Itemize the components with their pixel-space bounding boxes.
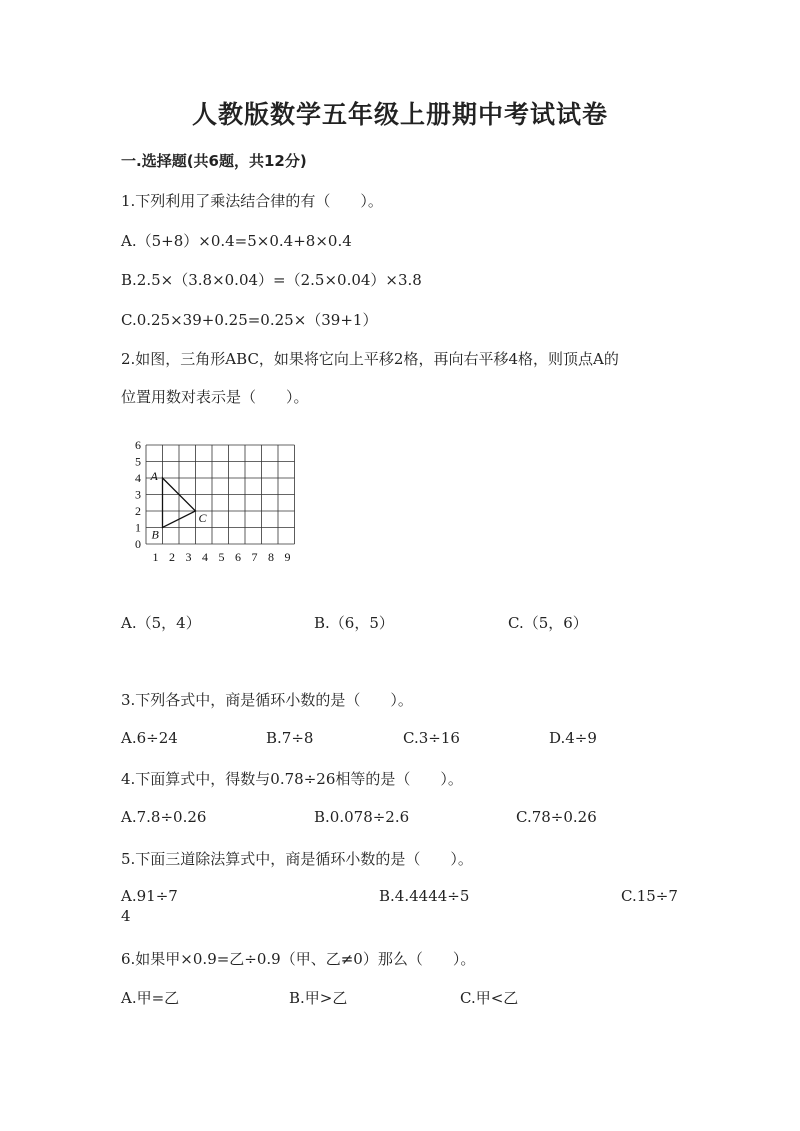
question-5-option-c: C.15÷7 [621,887,678,905]
x-tick-label: 1 [152,550,159,564]
question-6-stem: 6.如果甲×0.9=乙÷0.9（甲、乙≠0）那么（ ）。 [121,950,476,968]
question-2-option-b: B.（6，5） [314,614,394,632]
coordinate-grid [126,440,302,568]
question-4-option-a: A.7.8÷0.26 [121,808,207,826]
x-tick-label: 5 [218,550,225,564]
y-tick-label: 6 [135,440,141,452]
x-tick-label: 4 [202,550,208,564]
x-tick-label: 6 [235,550,241,564]
x-tick-label: 7 [251,550,258,564]
question-6-option-c: C.甲<乙 [460,989,519,1007]
y-tick-label: 0 [135,537,141,551]
coordinate-grid-figure [126,440,302,568]
question-6-option-a: A.甲=乙 [121,989,180,1007]
question-5-wrapped-digit: 4 [121,907,131,925]
question-1-option-b: B.2.5×（3.8×0.04）=（2.5×0.04）×3.8 [121,271,422,289]
question-4-option-c: C.78÷0.26 [516,808,597,826]
x-tick-label: 3 [185,550,192,564]
question-3-option-c: C.3÷16 [403,729,460,747]
y-tick-label: 1 [135,520,141,535]
vertex-label-a: A [150,469,158,483]
question-1-option-c: C.0.25×39+0.25=0.25×（39+1） [121,311,378,329]
x-tick-label: 2 [169,550,175,564]
question-6-option-b: B.甲>乙 [289,989,348,1007]
question-1-option-a: A.（5+8）×0.4=5×0.4+8×0.4 [121,232,352,250]
question-3-option-b: B.7÷8 [266,729,314,747]
question-1-stem: 1.下列利用了乘法结合律的有（ ）。 [121,192,383,210]
question-5-option-a: A.91÷7 [121,887,178,905]
vertex-label-b: B [151,527,159,542]
question-3-stem: 3.下列各式中，商是循环小数的是（ ）。 [121,691,413,709]
question-3-option-a: A.6÷24 [121,729,178,747]
question-2-stem-line-2: 位置用数对表示是（ ）。 [121,388,309,406]
question-4-stem: 4.下面算式中，得数与0.78÷26相等的是（ ）。 [121,770,463,788]
question-2-stem-line-1: 2.如图，三角形ABC，如果将它向上平移2格，再向右平移4格，则顶点A的 [121,350,619,368]
exam-title: 人教版数学五年级上册期中考试试卷 [191,100,608,129]
question-5-option-b: B.4.4444÷5 [379,887,470,905]
y-tick-label: 2 [135,504,141,518]
vertex-label-c: C [198,511,207,525]
y-tick-label: 4 [135,471,141,485]
question-2-option-a: A.（5，4） [121,614,201,632]
x-tick-label: 9 [284,550,291,564]
question-4-option-b: B.0.078÷2.6 [314,808,410,826]
section-heading: 一.选择题(共6题，共12分) [121,152,307,170]
question-3-option-d: D.4÷9 [549,729,597,747]
question-5-stem: 5.下面三道除法算式中，商是循环小数的是（ ）。 [121,850,473,868]
question-2-option-c: C.（5，6） [508,614,588,632]
x-tick-label: 8 [268,550,274,564]
y-tick-label: 3 [135,487,141,502]
y-tick-label: 5 [135,454,141,469]
